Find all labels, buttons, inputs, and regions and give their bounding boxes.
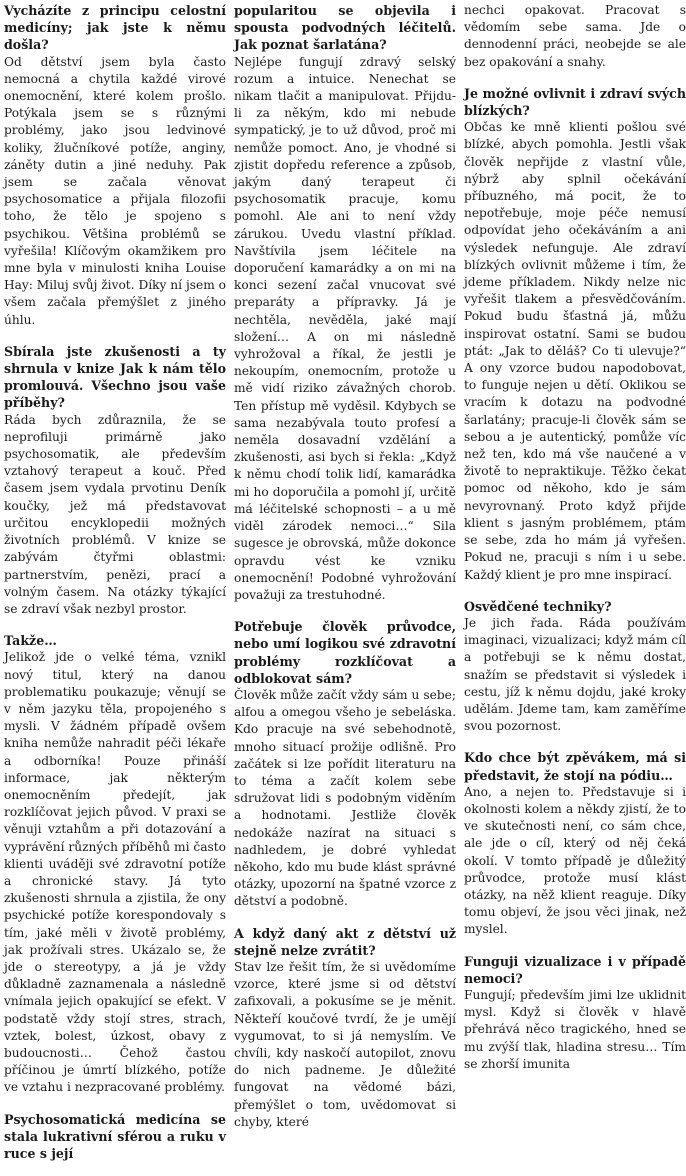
answer-text: Jelikož jde o velké téma, vznikl nový titul, který na danou problematiku poukazuje; věnují se v něm jazyku těla, propojeného s mysli. V žádném případě ovšem kniha nemůže nahradit péči lékaře a odborníka! Pouze přináší informace, jak některým onemocněním předejít, jak rozklíčovat jejich původ. V praxi se věnuji vztahům a při dotazování a vyprávění různých příběhů mi často klienti uváději své zdravotní potíže a chronické stavy. Já tyto zkušenosti shrnula a zjistila, že ony psychické potíže korespondovaly s tím, jaké měli v životě problémy, jak prožívali stres. Ukázalo se, že jde o stereotypy, a já je vždy důkladně zaznamenala a následně vnímala jejich opakující se efekt. V podstatě vždy stojí stres, strach, vztek, bolest, úzkost, obavy z budoucnosti… Čehož častou příčinou je úmrtí blízkého, potíže ve vztahu i nezpracované problémy. [4, 650, 226, 1095]
qa-block [4, 632, 226, 1096]
question-heading: Takže… [4, 633, 57, 649]
qa-block [234, 2, 456, 604]
question-heading: Sbírala jste zkušenosti a ty shrnula v knize Jak k nám tělo promlouvá. Všechno jsou vaše příběhy? [4, 343, 226, 411]
qa-block [464, 2, 686, 71]
qa-block [234, 925, 456, 1131]
qa-block [464, 953, 686, 1073]
question-heading: Vycházíte z principu celostní medicíny; jak jste k němu došla? [4, 3, 226, 53]
question-heading: Kdo chce být zpěvákem, má si představit, že stojí na pódiu… [464, 750, 686, 783]
qa-block [4, 1111, 226, 1163]
answer-text: Je jich řada. Ráda používám imaginaci, vizualizaci; když mám cíl a potřebuji se k němu dostat, snažím se představit si výsledek i cestu, jíž k němu dojdu, jaké kroky udělám. Jdeme tam, kam zaměříme svou pozornost. [464, 615, 686, 734]
answer-text: Stav lze řešit tím, že si uvědomíme vzorce, které jsme si od dětství zafixovali, a pokusíme se je měnit. Někteří koučové tvrdí, že je umějí vygumovat, to si já nemyslím. Ve chvíli, kdy naskočí autopilot, znovu do nich padneme. Je důležité fungovat na vědomé bázi, přemýšlet o tom, uvědomovat si chyby, které [234, 959, 456, 1129]
question-heading: Potřebuje člověk průvodce, nebo umí logikou své zdravotní problémy rozklíčovat a odblokovat sám? [234, 619, 456, 686]
question-heading: Funguji vizualizace i v případě nemoci? [464, 953, 686, 986]
qa-block [464, 598, 686, 736]
question-heading: A když daný akt z dětství už stejně nelze zvrátit? [234, 925, 456, 958]
qa-block [4, 343, 226, 618]
qa-block [464, 749, 686, 938]
question-heading: Psychosomatická medicína se stala lukrativní sférou a ruku v ruce s její [4, 1111, 226, 1161]
answer-text: Fungují; především jimi lze uklidnit mysl. Když si člověk v hlavě přehrává něco tragického, hned se mu zvýší tlak, hladina stresu… Tím se zhorší imunita [464, 987, 686, 1071]
answer-text: Nejlépe fungují zdravý selský rozum a intuice. Nenechat se nikam tlačit a manipulovat. Přijdu-li za někým, kdo mi nebude sympatický, je to už důvod, proč mi nemůže pomoct. Ano, je vhodné si zjistit dopředu reference a způsob, jakým daný terapeut či psychosomatik pracuje, komu pomohl. Ale ani to není vždy zárukou. Uvedu vlastní příklad. Navštívila jsem léčitele na doporučení kamarádky a on mi na konci sezení začal vnucovat své preparáty a přípravky. Já je nechtěla, nevěděla, jaké mají složení… A on mi následně vyhrožoval a říkal, že jestli je nekoupím, onemocním, protože u mě vidí riziko závažných chorob. Ten přístup mě vyděsil. Kdybych se sama nezabývala touto profesí a neměla dosavadní vzdělání a zkušenosti, asi bych si řekla: „Když k němu chodí tolik lidí, kamarádka mi ho doporučila a pomohl jí, určitě má léčitelské schopnosti – a u mě viděl zárodek nemoci…“ Sila sugesce je obrovská, může dokonce opravdu vést ke vzniku onemocnění! Podobné vyhrožování považuji za trestuhodné. [234, 54, 456, 602]
column-3 [464, 2, 686, 1176]
answer-text: Od dětství jsem byla často nemocná a chytila každé virové onemocnění, které kolem prošlo. Potýkala jsem se s různými problémy, jako jsou ledvinové koliky, žlučníkové potíže, anginy, záněty dutin a jiné neduhy. Pak jsem se začala věnovat psychosomatice a přijala filozofii toho, že tělo je spojeno s psychikou. Většina problémů se vyřešila! Klíčovým okamžikem pro mne byla v minulosti kniha Louise Hay: Miluj svůj život. Díky ní jsem o všem začala přemýšlet z jiného úhlu. [4, 54, 226, 327]
qa-block [4, 2, 226, 329]
answer-text: Ráda bych zdůraznila, že se neprofiluji primárně jako psychosomatik, ale především vztahový terapeut a kouč. Před časem jsem vydala prvotinu Deník koučky, jež má představovat určitou encyklopedii možných životních problémů. V knize se zabývám čtyřmi oblastmi: partnerstvím, penězi, prací a volným časem. Na otázky týkající se zdraví však nezbyl prostor. [4, 412, 226, 616]
answer-text: Ano, a nejen to. Představuje si i okolnosti kolem a někdy zjistí, že to ve skutečnosti není, co sám chce, ale jde o cíl, který od něj čeká okolí. V tomto případě je důležitý průvodce, protože musí klást otázky, na něž klient reaguje. Díky tomu objeví, že jsou věci jinak, než myslel. [464, 784, 686, 937]
question-heading: Je možné ovlivnit i zdraví svých blízkých? [464, 85, 686, 119]
qa-block [234, 618, 456, 910]
column-2 [234, 2, 456, 1176]
answer-text: Občas ke mně klienti pošlou své blízké, abych pomohla. Jestli však člověk nepřijde z vlastní vůle, nýbrž aby splnil očekávání příbuzného, má pocit, že to nepotřebuje, moje péče nemusí odpovídat jeho očekáváním a ani výsledek nefunguje. Ale zdraví blízkých ovlivnit můžeme i tím, že jdeme příkladem. Nikdy nelze nic vyřešit tlakem a přesvědčováním. Pokud budu šťastná já, můžu inspirovat ostatní. Sami se budou ptát: „Jak to děláš? Co ti ulevuje?“ A ony vzorce budou napodobovat, to funguje nejen u dětí. Oklikou se vracím k dotazu na podvodné šarlatány; pracuje-li člověk sám se sebou a je autentický, pomůže víc než ten, kdo má vše naučené a v životě to nepraktikuje. Těžko čekat pomoc od někoho, kdo je sám nevyrovnaný. Proto když přijde klient s jasným problémem, ptám se sebe, zda ho mám já vyřešen. Pokud ne, pracuji s ním i u sebe. Každý klient je pro mne inspirací. [464, 120, 686, 582]
column-1 [4, 2, 226, 1176]
answer-text: nechci opakovat. Pracovat s vědomím sebe sama. Jde o dennodenní práci, neobejde se ale bez opakování a snahy. [464, 3, 686, 69]
question-heading: popularitou se objevila i spousta podvodných léčitelů. Jak poznat šarlatána? [234, 3, 456, 53]
qa-block [464, 85, 686, 584]
question-heading: Osvědčené techniky? [464, 598, 612, 614]
answer-text: Člověk může začít vždy sám u sebe; alfou a omegou všeho je sebeláska. Kdo pracuje na své sebehodnotě, mnoho situací prožije odlišně. Pro začátek si lze pořídit literaturu na to téma a začít kolem sebe sdružovat lidi s podobným viděním a hodnotami. Jestliže člověk nedokáže nazírat na situaci s nadhledem, je dobré vyhledat někoho, kdo mu bude klást správné otázky, upozorní na špatné vzorce z dětství a podobně. [234, 687, 456, 909]
